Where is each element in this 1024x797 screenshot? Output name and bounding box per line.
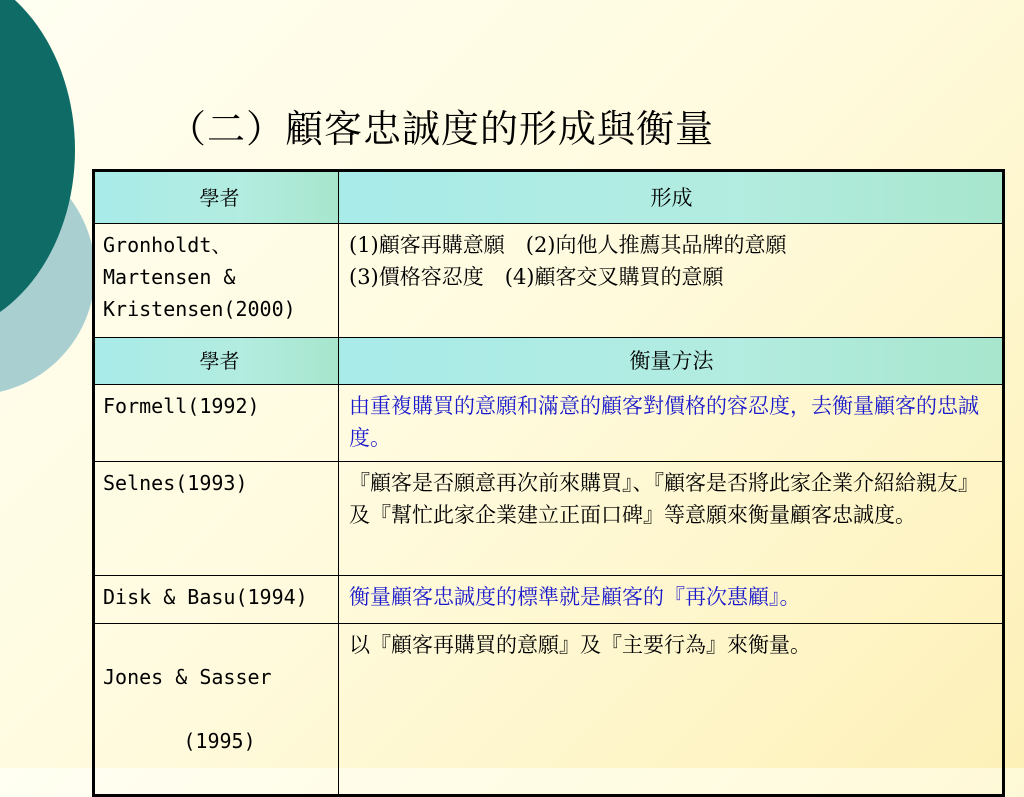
- scholar-cell: Disk & Basu(1994): [94, 576, 339, 624]
- table-row: [94, 576, 1004, 624]
- table-row: [94, 385, 1004, 462]
- scholar-cell: [94, 624, 339, 796]
- slide-title: （二）顧客忠誠度的形成與衡量: [168, 107, 715, 151]
- table-row: [94, 462, 1004, 576]
- scholar-name: Jones & Sasser: [103, 665, 272, 689]
- table-row: [94, 624, 1004, 796]
- content-cell: (1)顧客再購意願 (2)向他人推薦其品牌的意願 (3)價格容忍度 (4)顧客交叉購買的意願: [339, 224, 1004, 338]
- scholar-cell: Formell(1992): [94, 385, 339, 462]
- header-measurement: 衡量方法: [339, 338, 1004, 385]
- header-formation: 形成: [339, 171, 1004, 224]
- content-cell: 衡量顧客忠誠度的標準就是顧客的『再次惠顧』。: [339, 576, 1004, 624]
- loyalty-table: [92, 169, 1005, 797]
- table-header-formation: [94, 171, 1004, 224]
- table-header-measurement: [94, 338, 1004, 385]
- scholar-year: (1995): [183, 729, 256, 753]
- scholar-cell: Selnes(1993): [94, 462, 339, 576]
- content-cell: 以『顧客再購買的意願』及『主要行為』來衡量。: [339, 624, 1004, 796]
- table-row: [94, 224, 1004, 338]
- header-scholar: 學者: [94, 338, 339, 385]
- header-scholar: 學者: [94, 171, 339, 224]
- scholar-cell: Gronholdt、 Martensen & Kristensen(2000): [94, 224, 339, 338]
- content-cell: 由重複購買的意願和滿意的顧客對價格的容忍度，去衡量顧客的忠誠度。: [339, 385, 1004, 462]
- content-cell: 『顧客是否願意再次前來購買』、『顧客是否將此家企業介紹給親友』及『幫忙此家企業建立正面口碑』等意願來衡量顧客忠誠度。: [339, 462, 1004, 576]
